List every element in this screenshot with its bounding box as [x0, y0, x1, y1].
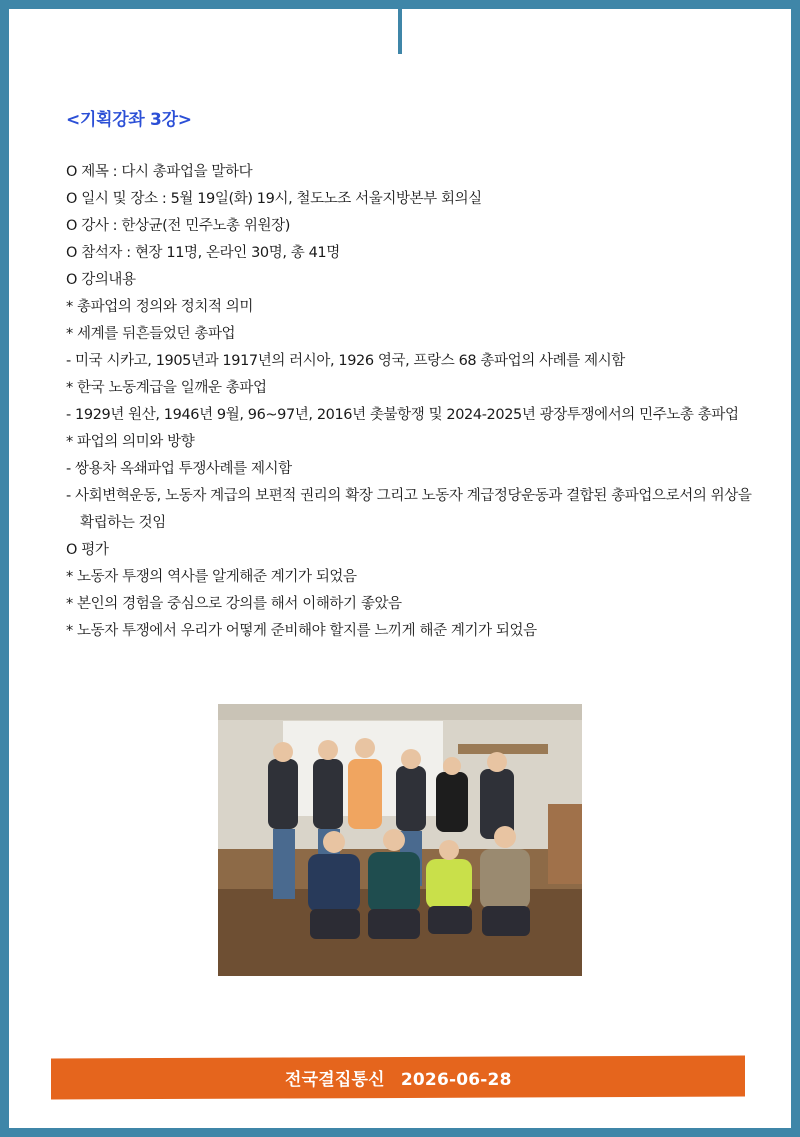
line-content-heading: O 강의내용: [66, 272, 136, 288]
line-datetime-place: O 일시 및 장소 : 5월 19일(화) 19시, 철도노조 서울지방본부 회의실: [66, 191, 482, 207]
footer-text: [285, 1065, 512, 1090]
footer-publication: 전국결집통신: [284, 1070, 385, 1090]
line-item: * 노동자 투쟁의 역사를 알게해준 계기가 되었음: [66, 569, 357, 585]
section-title: <기획강좌 3강>: [66, 110, 192, 130]
newsletter-page: [9, 9, 791, 1128]
line-item: * 한국 노동계급을 일깨운 총파업: [66, 380, 267, 396]
group-photo: [218, 704, 582, 976]
lecture-summary: [66, 159, 756, 645]
footer-bar: [51, 1055, 745, 1099]
line-item: * 총파업의 정의와 정치적 의미: [66, 299, 253, 315]
top-divider: [398, 9, 402, 54]
line-item: - 사회변혁운동, 노동자 계급의 보편적 권리의 확장 그리고 노동자 계급정당운동과 결합된 총파업으로서의 위상을 확립하는 것임: [66, 488, 752, 531]
line-topic: O 제목 : 다시 총파업을 말하다: [66, 164, 253, 180]
line-attendees: O 참석자 : 현장 11명, 온라인 30명, 총 41명: [66, 245, 340, 261]
line-item: * 세계를 뒤흔들었던 총파업: [66, 326, 236, 342]
line-item: * 노동자 투쟁에서 우리가 어떻게 준비해야 할지를 느끼게 해준 계기가 되었음: [66, 623, 537, 639]
line-lecturer: O 강사 : 한상균(전 민주노총 위원장): [66, 218, 290, 234]
line-item: * 본인의 경험을 중심으로 강의를 해서 이해하기 좋았음: [66, 596, 402, 612]
line-item: - 1929년 원산, 1946년 9월, 96~97년, 2016년 촛불항쟁 및 2024-2025년 광장투쟁에서의 민주노총 총파업: [66, 407, 739, 423]
line-item: - 쌍용차 옥쇄파업 투쟁사례를 제시함: [66, 461, 292, 477]
line-item: - 미국 시카고, 1905년과 1917년의 러시아, 1926 영국, 프랑스 68 총파업의 사례를 제시함: [66, 353, 625, 369]
line-evaluation-heading: O 평가: [66, 542, 109, 558]
footer-date: 2026-06-28: [400, 1070, 512, 1090]
group-photo-illustration: [218, 704, 582, 976]
line-item: * 파업의 의미와 방향: [66, 434, 195, 450]
